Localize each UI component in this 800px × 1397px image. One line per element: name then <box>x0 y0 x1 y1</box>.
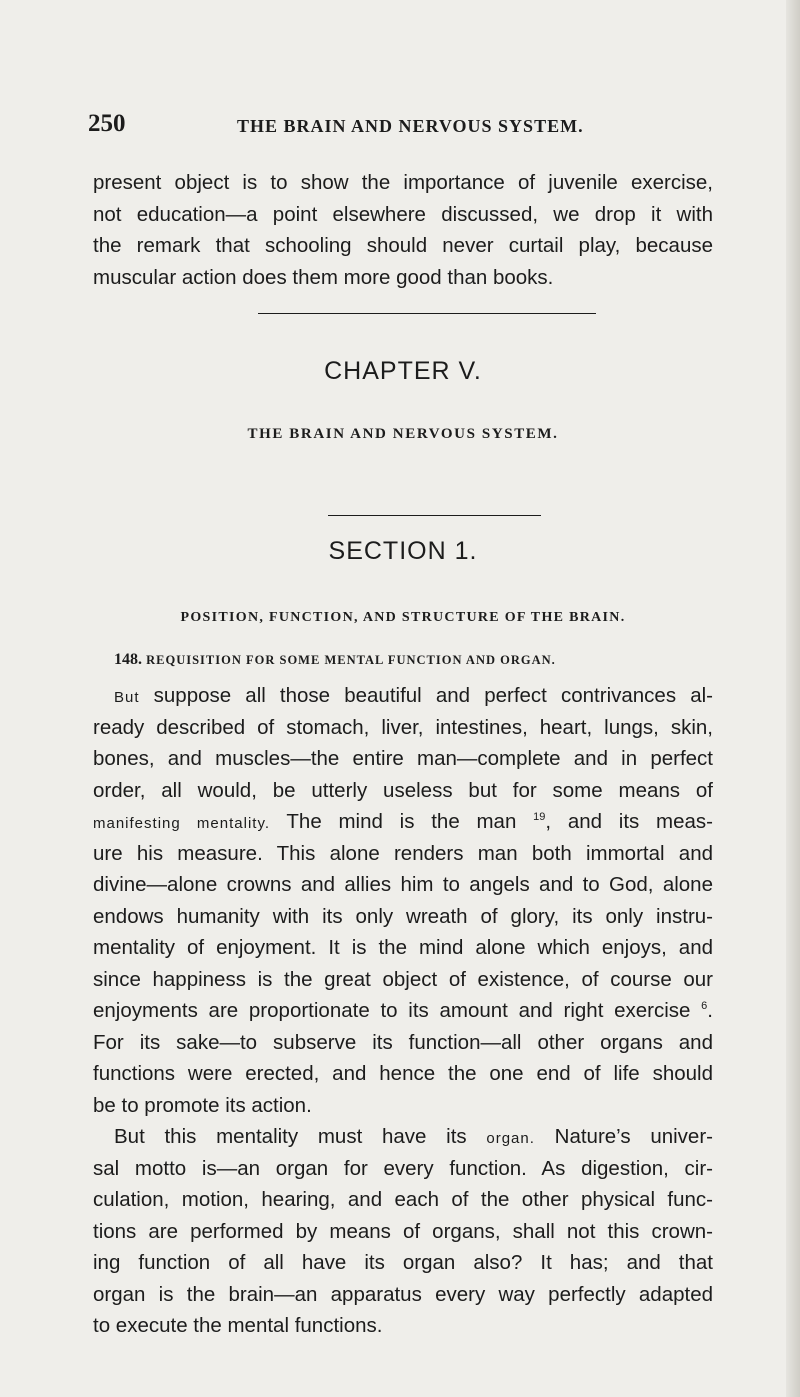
intro-paragraph <box>93 167 713 293</box>
drop-word: But <box>114 689 140 706</box>
reference-number: 6 <box>701 1000 708 1013</box>
text-line: But this mentality must have its organ. Nature’s univer- <box>114 1125 713 1148</box>
body-paragraph-1 <box>93 680 713 1121</box>
text-line: ing function of all have its organ also? It has; and that <box>93 1251 713 1274</box>
text-line: ure his measure. This alone renders man both immortal and <box>93 841 713 865</box>
running-header <box>88 110 688 150</box>
chapter-subtitle: THE BRAIN AND NERVOUS SYSTEM. <box>247 426 559 442</box>
section-subtitle: POSITION, FUNCTION, AND STRUCTURE OF THE BRAIN. <box>180 610 626 625</box>
body-paragraph-2 <box>93 1121 713 1342</box>
paragraph-number: 148. <box>114 651 142 668</box>
text-line: the remark that schooling should never curtail play, because <box>93 234 713 257</box>
text-line: be to promote its action. <box>93 1093 312 1117</box>
text-line: bones, and muscles—the entire man—complete and in perfect <box>93 747 713 770</box>
text-line: sal motto is—an organ for every function. As digestion, cir- <box>93 1156 713 1180</box>
text-line: tions are performed by means of organs, shall not this crown- <box>93 1219 713 1243</box>
text-line: mentality of enjoyment. It is the mind alone which enjoys, and <box>93 936 713 959</box>
reference-number: 19 <box>533 811 546 824</box>
running-title: THE BRAIN AND NERVOUS SYSTEM. <box>237 116 584 136</box>
text-line: present object is to show the importance of juvenile exercise, <box>93 171 713 194</box>
text-line: culation, motion, hearing, and each of the other physical func- <box>93 1188 713 1211</box>
section-rule <box>328 515 541 516</box>
text-line: not education—a point elsewhere discussed, we drop it with <box>93 202 713 226</box>
text-line: divine—alone crowns and allies him to angels and to God, alone <box>93 873 713 896</box>
text-line: But suppose all those beautiful and perfect contrivances al- <box>114 684 713 707</box>
text-line: order, all would, be utterly useless but for some means of <box>93 778 713 802</box>
paragraph-heading <box>114 651 556 669</box>
page-edge <box>786 0 800 1397</box>
section-title: SECTION 1. <box>328 537 478 565</box>
paragraph-heading-text: REQUISITION FOR SOME MENTAL FUNCTION AND ORGAN. <box>146 653 556 667</box>
text-line: functions were erected, and hence the one end of life should <box>93 1062 713 1085</box>
text-line: to execute the mental functions. <box>93 1314 383 1337</box>
text-line: ready described of stomach, liver, intestines, heart, lungs, skin, <box>93 715 713 739</box>
text-line: For its sake—to subserve its function—all other organs and <box>93 1030 713 1054</box>
chapter-title: CHAPTER V. <box>324 357 482 385</box>
chapter-rule <box>258 313 596 314</box>
text-line: muscular action does them more good than books. <box>93 265 554 289</box>
text-line: since happiness is the great object of existence, of course our <box>93 967 713 991</box>
text-line: enjoyments are proportionate to its amount and right exercise $^6$. <box>93 999 713 1022</box>
text-line: organ is the brain—an apparatus every way perfectly adapted <box>93 1282 713 1306</box>
page-number: 250 <box>88 110 126 137</box>
text-line: endows humanity with its only wreath of glory, its only instru- <box>93 904 713 928</box>
small-caps-phrase: organ. <box>486 1130 535 1147</box>
text-line: manifesting mentality. The mind is the man $^{19}$, and its meas- <box>93 810 713 833</box>
small-caps-phrase: manifesting mentality. <box>93 815 271 832</box>
